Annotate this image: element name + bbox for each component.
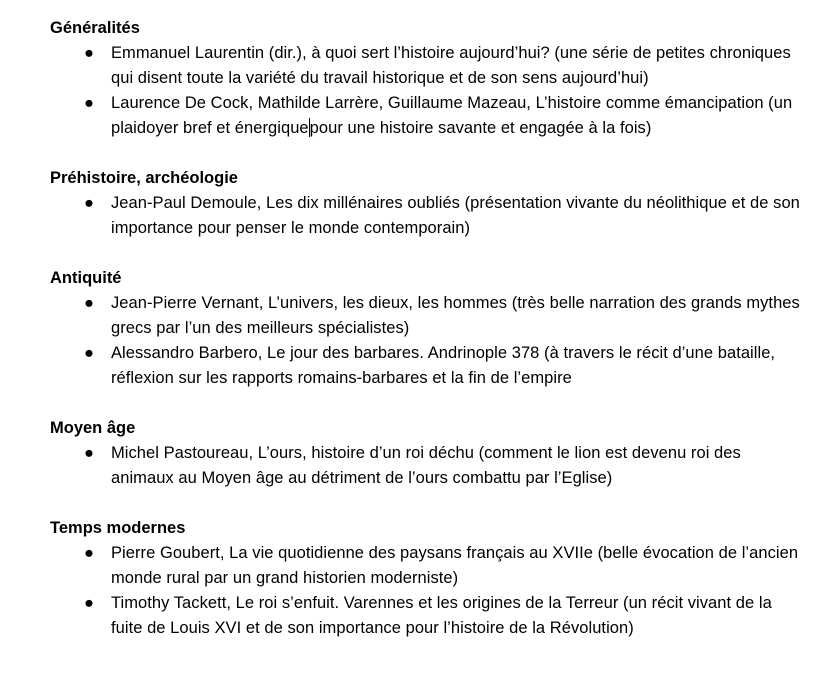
bullet-list <box>0 291 823 391</box>
bullet-list <box>0 441 823 491</box>
section-heading: Temps modernes <box>50 519 186 537</box>
bullet-list <box>0 191 823 241</box>
bullet-icon: ● <box>83 44 95 62</box>
section-moyen-age <box>0 416 823 491</box>
list-item[interactable] <box>0 541 823 591</box>
section-heading: Antiquité <box>50 269 122 287</box>
list-item[interactable] <box>0 441 823 491</box>
list-item[interactable] <box>0 291 823 341</box>
section-heading: Préhistoire, archéologie <box>50 169 238 187</box>
list-item-text: Jean-Paul Demoule, Les dix millénaires oubliés (présentation vivante du néolithique et de son importance pour penser le monde contemporain) <box>111 194 800 237</box>
section-temps-modernes <box>0 516 823 641</box>
list-item[interactable] <box>0 591 823 641</box>
section-heading: Moyen âge <box>50 419 136 437</box>
list-item-text: Pierre Goubert, La vie quotidienne des paysans français au XVIIe (belle évocation de l’ancien monde rural par un grand historien moderniste) <box>111 544 799 587</box>
section-prehistoire <box>0 166 823 241</box>
bullet-icon: ● <box>83 444 95 462</box>
bullet-list <box>0 541 823 641</box>
list-item[interactable] <box>0 41 823 91</box>
bullet-icon: ● <box>83 194 95 212</box>
bullet-list <box>0 41 823 141</box>
list-item-text: Jean-Pierre Vernant, L’univers, les dieux, les hommes (très belle narration des grands mythes grecs par l’un des meilleurs spécialistes) <box>111 294 800 337</box>
section-antiquite <box>0 266 823 391</box>
section-heading: Généralités <box>50 19 140 37</box>
bullet-icon: ● <box>83 344 95 362</box>
list-item-text: Alessandro Barbero, Le jour des barbares. Andrinople 378 (à travers le récit d’une bataille, réflexion sur les rapports romains-barbares et la fin de l’empire <box>111 344 776 387</box>
list-item-text-after-cursor: pour une histoire savante et engagée à la fois) <box>309 119 652 137</box>
list-item-text: Timothy Tackett, Le roi s’enfuit. Varennes et les origines de la Terreur (un récit vivant de la fuite de Louis XVI et de son importance pour l’histoire de la Révolution) <box>111 594 772 637</box>
list-item[interactable] <box>0 91 823 141</box>
bullet-icon: ● <box>83 594 95 612</box>
list-item[interactable] <box>0 191 823 241</box>
list-item[interactable] <box>0 341 823 391</box>
list-item-text: Emmanuel Laurentin (dir.), à quoi sert l’histoire aujourd’hui? (une série de petites chroniques qui disent toute la variété du travail historique et de son sens aujourd’hui) <box>111 44 791 87</box>
section-generalites <box>0 16 823 141</box>
bullet-icon: ● <box>83 294 95 312</box>
bullet-icon: ● <box>83 94 95 112</box>
list-item-text-before-cursor: Laurence De Cock, Mathilde Larrère, Guillaume Mazeau, L’histoire comme émancipation (un plaidoyer bref et énergique <box>111 94 793 137</box>
bullet-icon: ● <box>83 544 95 562</box>
list-item-text: Michel Pastoureau, L’ours, histoire d’un roi déchu (comment le lion est devenu roi des animaux au Moyen âge au détriment de l’ours combattu par l’Eglise) <box>111 444 741 487</box>
